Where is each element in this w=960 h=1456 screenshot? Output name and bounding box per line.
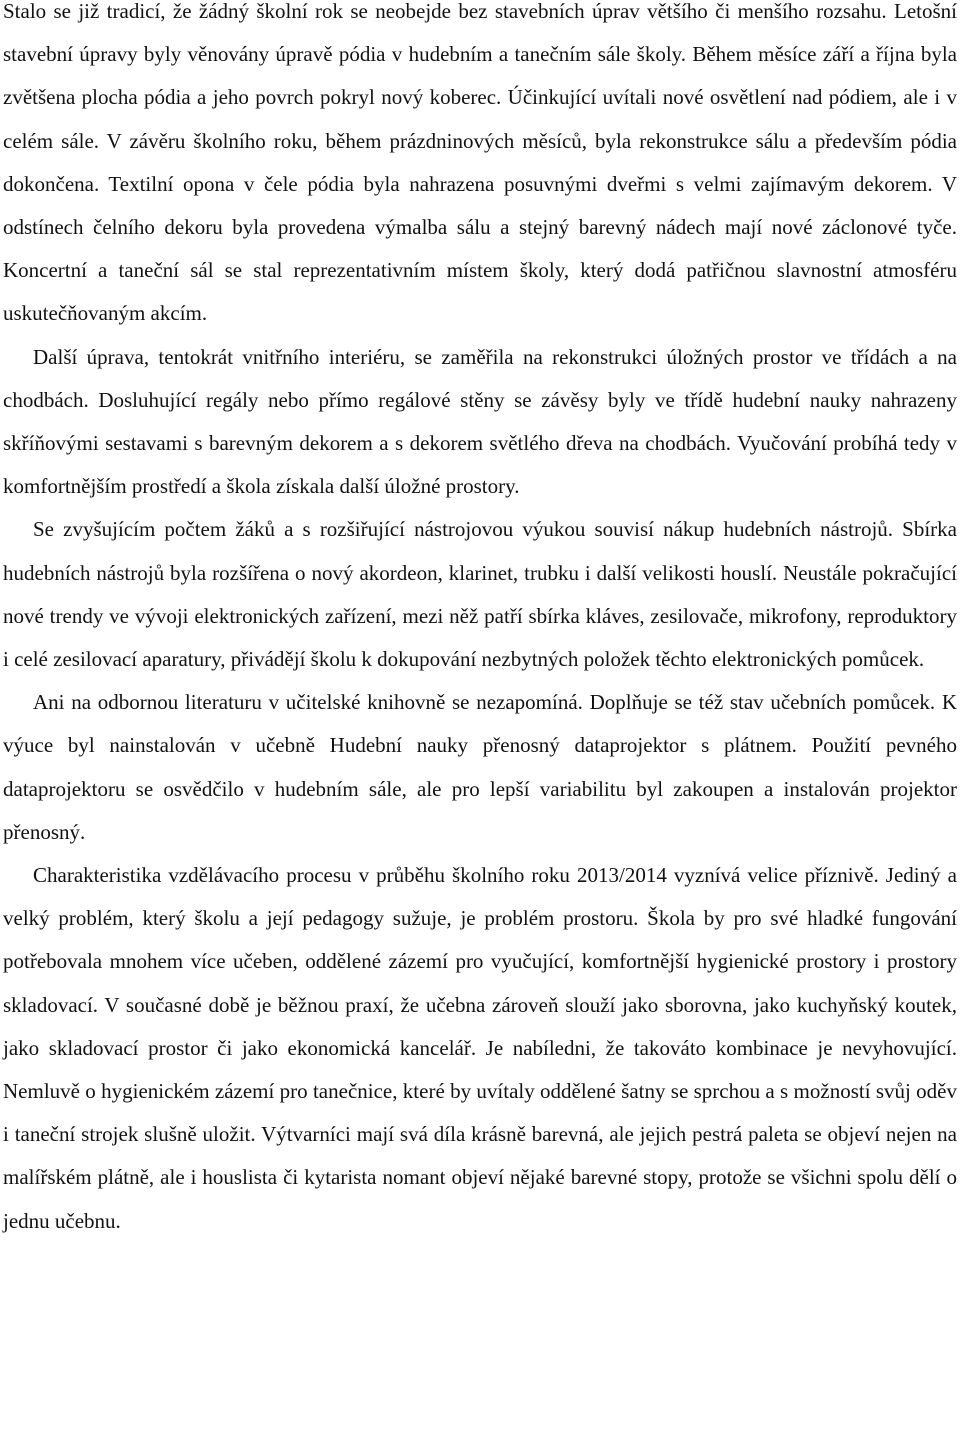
paragraph-stage-renovation: Stalo se již tradicí, že žádný školní rok se neobejde bez stavebních úprav většího či menšího rozsahu. Letošní stavební úpravy byly věnovány úpravě pódia v hudebním a tanečním sále školy. Během měsíce září a října byla zvětšena plocha pódia a jeho povrch pokryl nový koberec. Účinkující uvítali nové osvětlení nad pódiem, ale i v celém sále. V závěru školního roku, během prázdninových měsíců, byla rekonstrukce sálu a především pódia dokončena. Textilní opona v čele pódia byla nahrazena posuvnými dveřmi s velmi zajímavým dekorem. V odstínech čelního dekoru byla provedena výmalba sálu a stejný barevný nádech mají nové záclonové tyče. Koncertní a taneční sál se stal reprezentativním místem školy, který dodá patřičnou slavnostní atmosféru uskutečňovaným akcím.	[3, 0, 957, 326]
paragraph-literature-equipment: Ani na odbornou literaturu v učitelské knihovně se nezapomíná. Doplňuje se též stav učebních pomůcek. K výuce byl nainstalován v učebně Hudební nauky přenosný dataprojektor s plátnem. Použití pevného dataprojektoru se osvědčilo v hudebním sále, ale pro lepší variabilitu byl zakoupen a instalován projektor přenosný.	[3, 690, 957, 844]
paragraph-space-problem: Charakteristika vzdělávacího procesu v průběhu školního roku 2013/2014 vyznívá velice příznivě. Jediný a velký problém, který školu a její pedagogy sužuje, je problém prostoru. Škola by pro své hladké fungování potřebovala mnohem více učeben, oddělené zázemí pro vyučující, komfortnější hygienické prostory i prostory skladovací. V současné době je běžnou praxí, že učebna zároveň slouží jako sborovna, jako kuchyňský koutek, jako skladovací prostor či jako ekonomická kancelář. Je nabíledni, že takováto kombinace je nevyhovující. Nemluvě o hygienickém zázemí pro tanečnice, které by uvítaly oddělené šatny se sprchou a s možností svůj oděv i taneční strojek slušně uložit. Výtvarníci mají svá díla krásně barevná, ale jejich pestrá paleta se objeví nejen na malířském plátně, ale i houslista či kytarista nomant objeví nějaké barevné stopy, protože se všichni spolu dělí o jednu učebnu.	[3, 863, 957, 1233]
paragraph-instruments: Se zvyšujícím počtem žáků a s rozšiřující nástrojovou výukou souvisí nákup hudebních nástrojů. Sbírka hudebních nástrojů byla rozšířena o nový akordeon, klarinet, trubku i další velikosti houslí. Neustále pokračující nové trendy ve vývoji elektronických zařízení, mezi něž patří sbírka kláves, zesilovače, mikrofony, reproduktory i celé zesilovací aparatury, přivádějí školu k dokupování nezbytných položek těchto elektronických pomůcek.	[3, 517, 957, 672]
paragraph-storage-renovation: Další úprava, tentokrát vnitřního interiéru, se zaměřila na rekonstrukci úložných prostor ve třídách a na chodbách. Dosluhující regály nebo přímo regálové stěny se závěsy byly ve třídě hudební nauky nahrazeny skříňovými sestavami s barevným dekorem a s dekorem světlého dřeva na chodbách. Vyučování probíhá tedy v komfortnějším prostředí a škola získala další úložné prostory.	[3, 344, 957, 499]
